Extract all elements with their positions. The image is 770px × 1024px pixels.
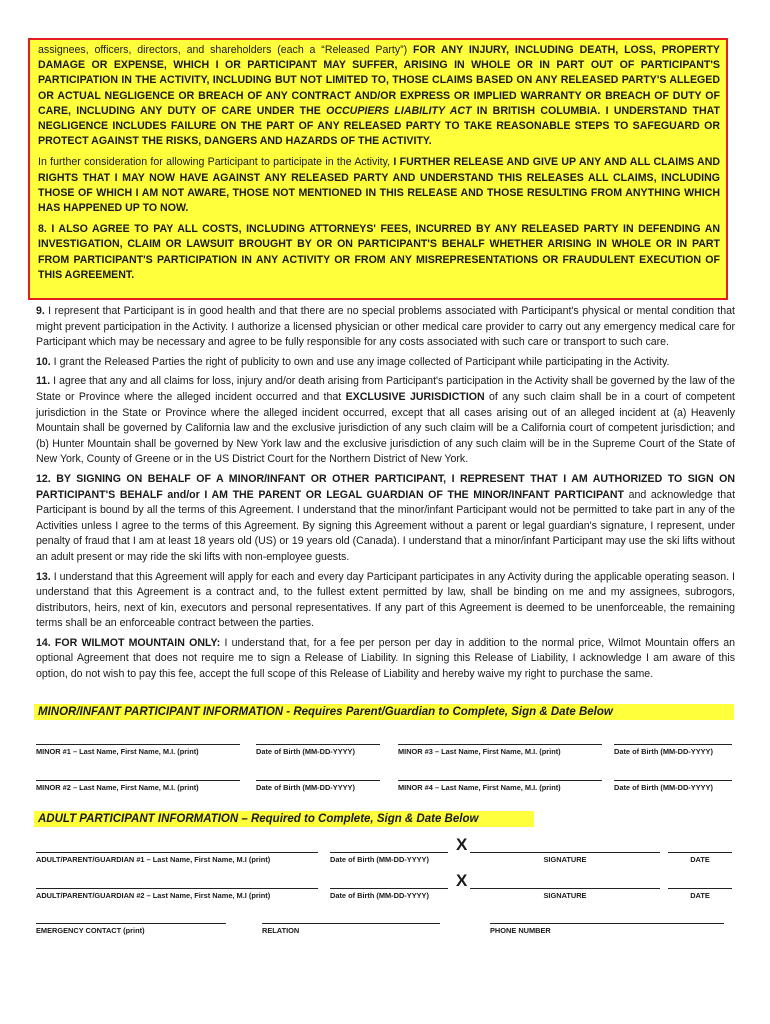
signature-x-mark-2: X: [456, 871, 468, 890]
relation-field[interactable]: RELATION: [262, 923, 440, 935]
guardian1-name-field[interactable]: ADULT/PARENT/GUARDIAN #1 – Last Name, First Name, M.I (print): [36, 852, 318, 864]
clause-13-text: I understand that this Agreement will apply for each and every day Participant participates in any Activity during the applicable operating season. I understand that this Agreement is a contract and, to the fullest extent permitted by law, shall be binding on me and my assignees, subrogors, distributors, heirs, next of kin, executors and personal representatives. If any part of this Agreement is deemed to be unenforceable, the remaining terms shall be an enforceable contract between the parties.: [36, 570, 735, 630]
minor1-name-field[interactable]: MINOR #1 – Last Name, First Name, M.I. (print): [36, 744, 240, 756]
release-bold-text-end: IN BRITISH COLUMBIA. I UNDERSTAND THAT NEGLIGENCE INCLUDES FAILURE ON THE PART OF ANY RELEASED PARTY TO TAKE REASONABLE STEPS TO SAFEGUARD OR PROTECT AGAINST THE RISKS, DANGERS AND HAZARDS OF THE ACTIVITY.: [38, 104, 720, 148]
clause-10-number: 10.: [36, 355, 51, 368]
guardian1-date-field[interactable]: DATE: [668, 852, 732, 864]
clause-11-text-end: of any such claim shall be in a court of competent jurisdiction in the State or Province where the alleged incident occurred, except that all cases arising out of an alleged incident at (a) Heavenly Mountain shall be governed by California law and the exclusive jurisdiction of any such claim will be a California court of competent jurisdiction; and (b) Hunter Mountain shall be governed by New York law and the exclusive jurisdiction of any such claim will be in the Supreme Court of the State of New York, County of Greene or in the US District Court for the Northern District of New York.: [36, 390, 735, 466]
further-release-intro: In further consideration for allowing Participant to participate in the Activity,: [38, 156, 394, 169]
clause-13: [36, 570, 735, 632]
clause-8: [38, 222, 720, 283]
clause-8-text: 8. I ALSO AGREE TO PAY ALL COSTS, INCLUDING ATTORNEYS' FEES, INCURRED BY ANY RELEASED PARTY IN DEFENDING AN INVESTIGATION, CLAIM OR LAWSUIT BROUGHT BY OR ON PARTICIPANT'S BEHALF WHETHER ARISING IN WHOLE OR IN PART FROM PARTICIPANT'S PARTICIPATION IN ANY ACTIVITY OR FROM ANY MISREPRESENTATIONS OR FRAUDULENT EXECUTION OF THIS AGREEMENT.: [38, 223, 720, 281]
minor1-dob-field[interactable]: Date of Birth (MM-DD-YYYY): [256, 744, 380, 756]
clause-10-text: I grant the Released Parties the right of publicity to own and use any image collected of Participant while participating in the Activity.: [50, 355, 670, 368]
minor4-name-field[interactable]: MINOR #4 – Last Name, First Name, M.I. (print): [398, 780, 602, 792]
clause-12: [36, 472, 735, 566]
clause-9: [36, 304, 735, 351]
release-bold-text: FOR ANY INJURY, INCLUDING DEATH, LOSS, PROPERTY DAMAGE OR EXPENSE, WHICH I OR PARTICIPANT MAY SUFFER, ARISING IN WHOLE OR IN PART OUT OF PARTICIPANT'S PARTICIPATION IN THE ACTIVITY, INCLUDING BUT NOT LIMITED TO, THOSE CLAIMS BASED ON ANY RELEASED PARTY'S ALLEGED OR ACTUAL NEGLIGENCE OR BREACH OF ANY CONTRACT AND/OR EXPRESS OR IMPLIED WARRANTY OR BREACH OF DUTY OF CARE, INCLUDING ANY DUTY OF CARE UNDER THE: [38, 44, 720, 117]
clause-14-text: I understand that, for a fee per person per day in addition to the normal price, Wilmot Mountain offers an optional Agreement that does not require me to sign a Release of Liability. In signing this Release of Liability, I acknowledge I am aware of this option, do not wish to pay this fee, accept the full scope of this Release of Liability and hereby waive my right to purchase the same.: [36, 636, 735, 681]
exclusive-jurisdiction-text: EXCLUSIVE JURISDICTION: [345, 390, 485, 403]
signature-x-mark: X: [456, 835, 468, 854]
adult-section-header: ADULT PARTICIPANT INFORMATION – Required to Complete, Sign & Date Below: [34, 811, 534, 827]
minor-section-header: MINOR/INFANT PARTICIPANT INFORMATION - Requires Parent/Guardian to Complete, Sign & Date Below: [34, 704, 734, 720]
release-paragraph: [38, 43, 720, 149]
guardian2-signature-field[interactable]: SIGNATURE: [470, 888, 660, 900]
minor2-dob-field[interactable]: Date of Birth (MM-DD-YYYY): [256, 780, 380, 792]
phone-number-field[interactable]: PHONE NUMBER: [490, 923, 724, 935]
guardian2-dob-field[interactable]: Date of Birth (MM-DD-YYYY): [330, 888, 448, 900]
minor3-name-field[interactable]: MINOR #3 – Last Name, First Name, M.I. (print): [398, 744, 602, 756]
clause-11-number: 11.: [36, 375, 51, 388]
emergency-contact-field[interactable]: EMERGENCY CONTACT (print): [36, 923, 226, 935]
clause-11-text: I agree that any and all claims for loss, injury and/or death arising from Participant's participation in the Activity shall be governed by the law of the State or Province where the alleged incident occurred and that: [36, 375, 735, 403]
clause-9-number: 9.: [36, 305, 45, 317]
waiver-clauses: [36, 304, 735, 687]
guardian2-name-field[interactable]: ADULT/PARENT/GUARDIAN #2 – Last Name, First Name, M.I (print): [36, 888, 318, 900]
minor4-dob-field[interactable]: Date of Birth (MM-DD-YYYY): [614, 780, 732, 792]
minor3-dob-field[interactable]: Date of Birth (MM-DD-YYYY): [614, 744, 732, 756]
clause-10: [36, 355, 735, 371]
further-release-paragraph: [38, 155, 720, 216]
clause-14: [36, 636, 735, 683]
clause-13-number: 13.: [36, 570, 51, 583]
occupiers-act-text: OCCUPIERS LIABILITY ACT: [326, 104, 472, 117]
clause-9-text: I represent that Participant is in good health and that there are no special problems associated with Participant's physical or mental condition that might prevent participation in the Activity. I authorize a licensed physician or other medical care provider to carry out any emergency medical care for Participant which may be necessary and agree to be fully responsible for any costs associated with such care or transport to such care.: [36, 305, 735, 349]
further-release-bold: I FURTHER RELEASE AND GIVE UP ANY AND ALL CLAIMS AND RIGHTS THAT I MAY NOW HAVE AGAINST ANY RELEASED PARTY AND UNDERSTAND THIS RELEASES ALL CLAIMS, INCLUDING THOSE OF WHICH I AM NOT AWARE, THOSE NOT MENTIONED IN THIS RELEASE AND THOSE RESULTING FROM ANYTHING WHICH HAS HAPPENED UP TO NOW.: [38, 156, 720, 215]
clause-12-text: and acknowledge that Participant is bound by all the terms of this Agreement. I understand that the minor/infant Participant would not be permitted to take part in any of the Activities unless I agree to the terms of this Agreement. By signing this Agreement without a parent or legal guardian's signature, I represent, under penalty of fraud that I am at least 18 years old (US) or 19 years old (Canada). I understand that a minor/infant Participant may use the ski lifts without an adult present or may ride the ski lifts with non-employee guests.: [36, 488, 736, 563]
guardian1-dob-field[interactable]: Date of Birth (MM-DD-YYYY): [330, 852, 448, 864]
minor2-name-field[interactable]: MINOR #2 – Last Name, First Name, M.I. (print): [36, 780, 240, 792]
highlighted-release-clause: [28, 38, 728, 300]
release-intro-text: assignees, officers, directors, and shareholders (each a “Released Party”): [38, 44, 414, 56]
clause-11: [36, 374, 735, 468]
clause-14-bold: 14. FOR WILMOT MOUNTAIN ONLY:: [36, 636, 221, 649]
guardian1-signature-field[interactable]: SIGNATURE: [470, 852, 660, 864]
clause-12-bold: 12. BY SIGNING ON BEHALF OF A MINOR/INFANT OR OTHER PARTICIPANT, I REPRESENT THAT I AM AUTHORIZED TO SIGN ON PARTICIPANT'S BEHALF and/or I AM THE PARENT OR LEGAL GUARDIAN OF THE MINOR/INFANT PARTICIPANT: [36, 472, 735, 501]
guardian2-date-field[interactable]: DATE: [668, 888, 732, 900]
